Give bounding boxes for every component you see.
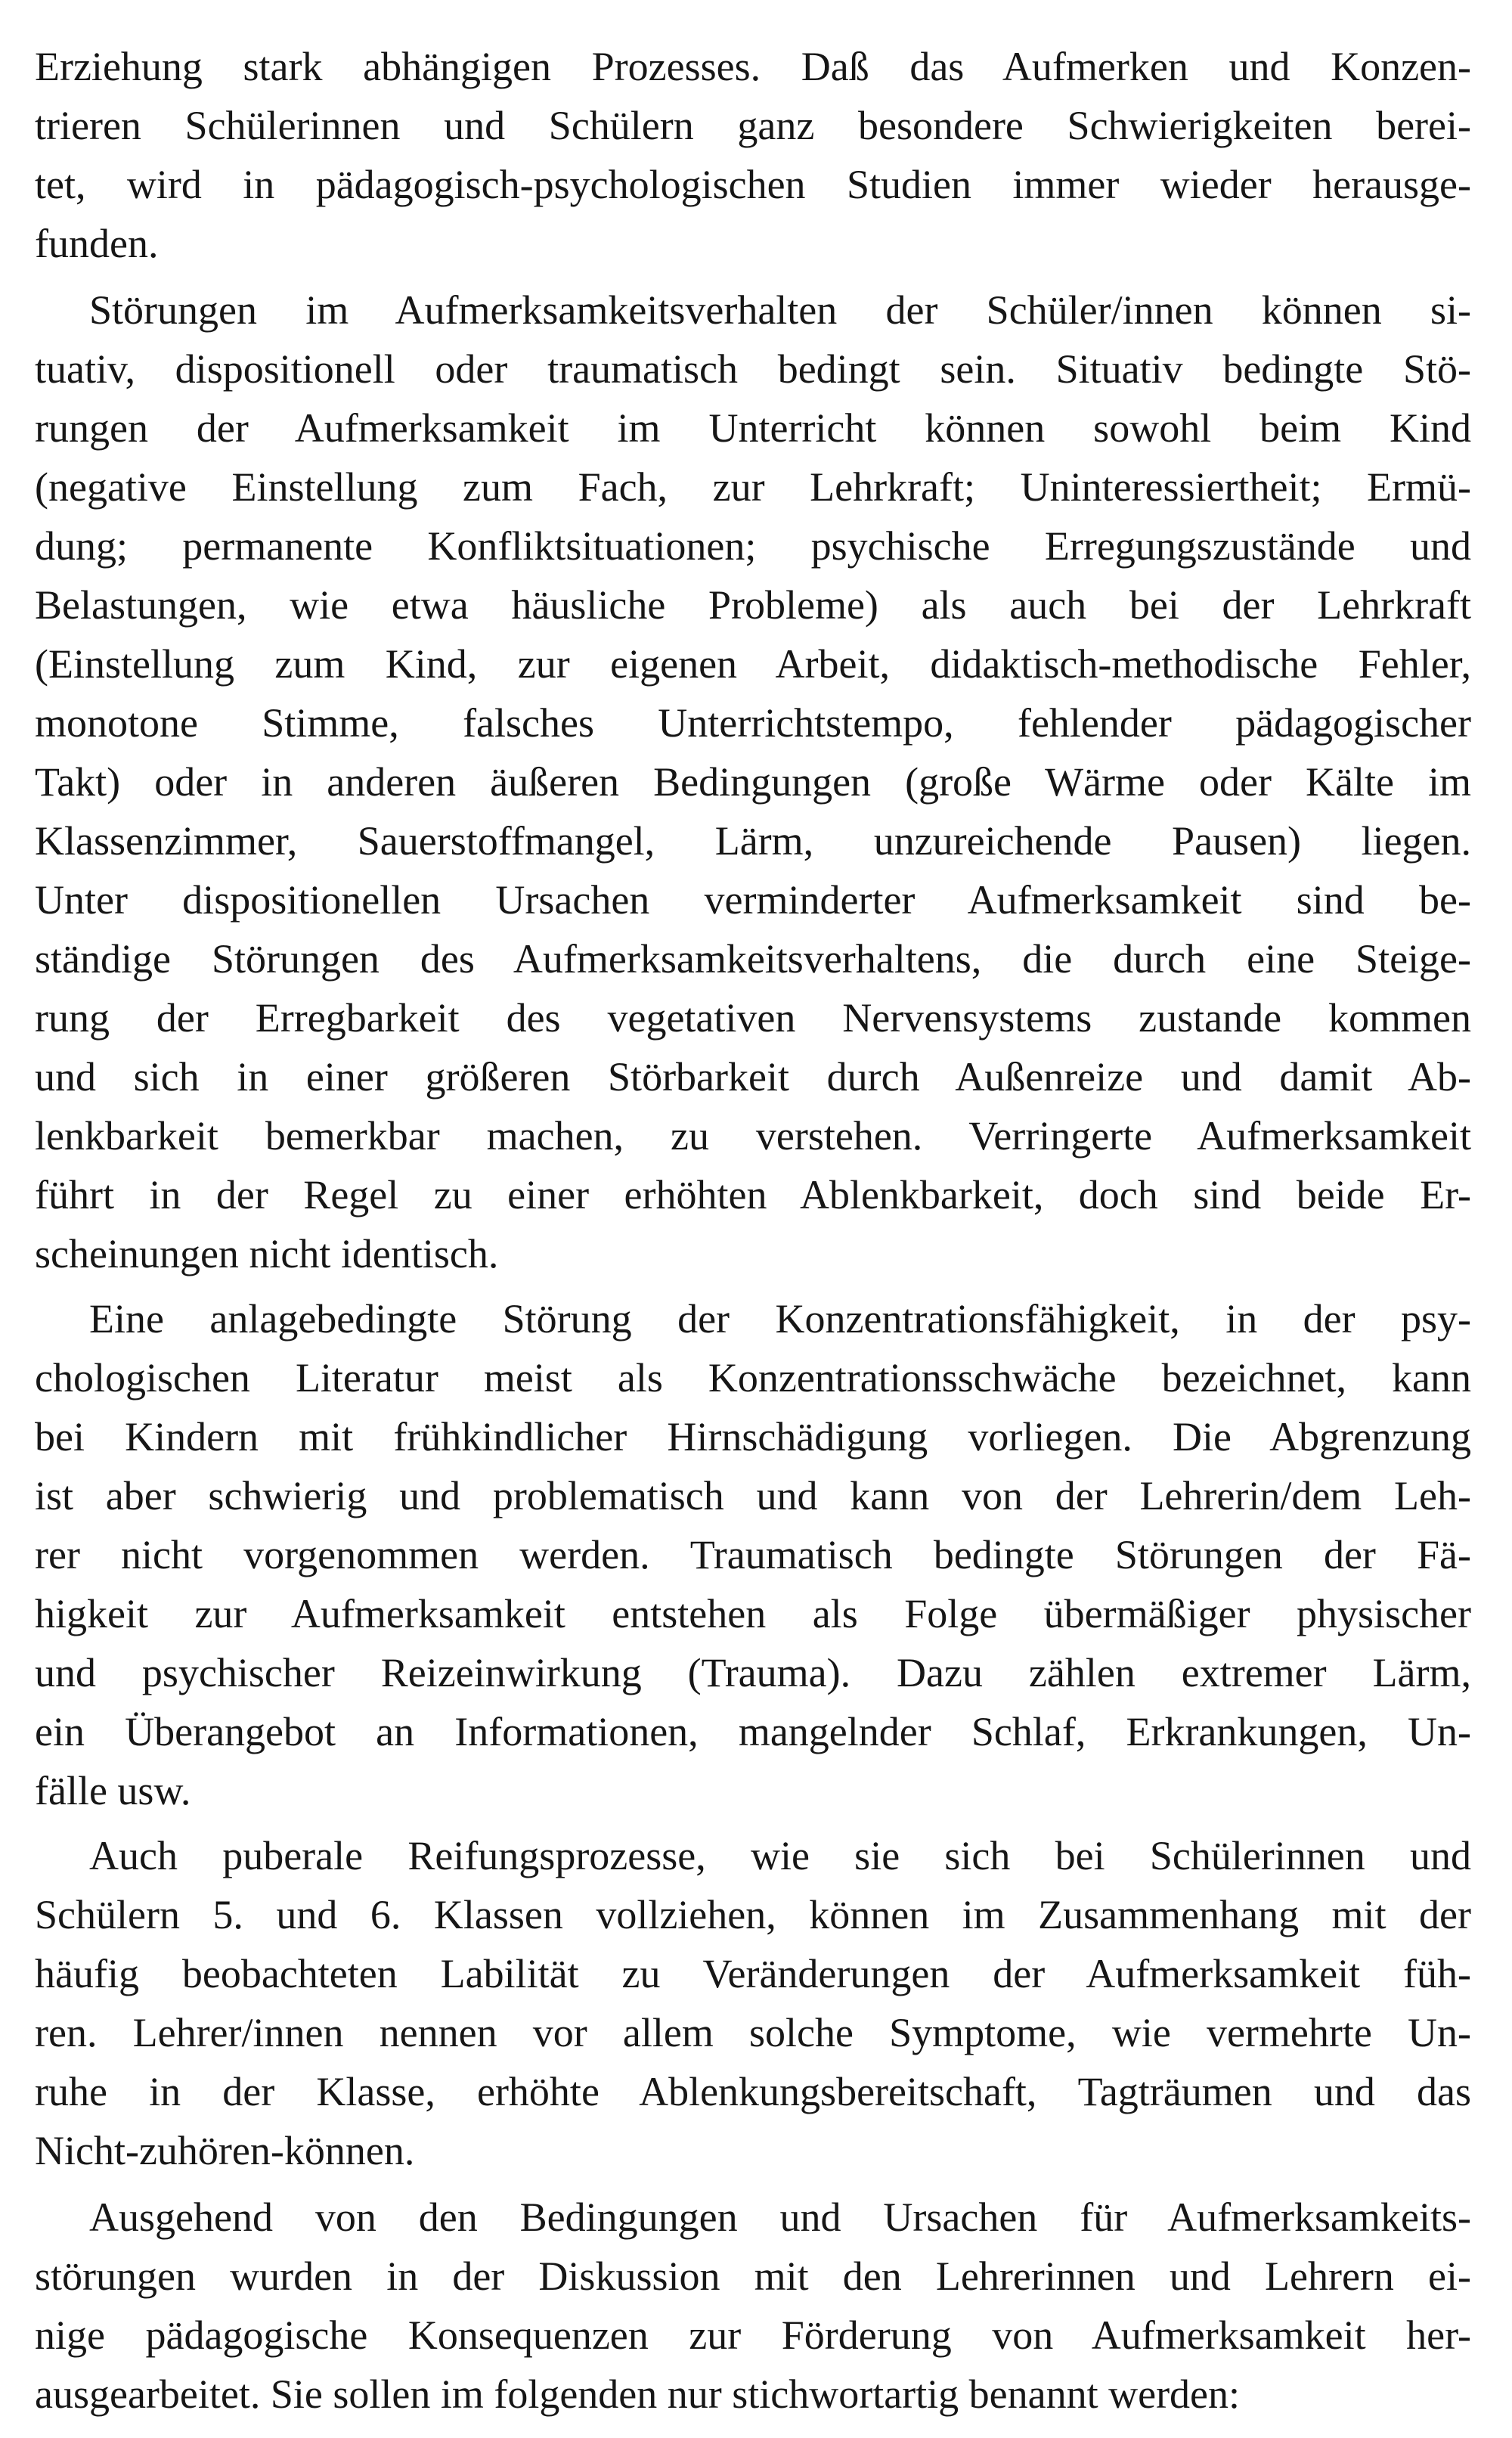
text-line: rungen der Aufmerksamkeit im Unterricht können sowohl beim Kind: [35, 405, 1471, 451]
text-line: Takt) oder in anderen äußeren Bedingungen (große Wärme oder Kälte im: [35, 759, 1471, 805]
text-line: tet, wird in pädagogisch-psychologischen Studien immer wieder herausge-: [35, 162, 1471, 207]
text-line: rer nicht vorgenommen werden. Traumatisch bedingte Störungen der Fä-: [35, 1532, 1471, 1577]
text-line: ein Überangebot an Informationen, mangelnder Schlaf, Erkrankungen, Un-: [35, 1709, 1471, 1754]
paragraph-first-line: Auch puberale Reifungsprozesse, wie sie sich bei Schülerinnen und: [89, 1833, 1471, 1878]
text-line: Nicht-zuhören-können.: [35, 2128, 415, 2173]
text-line: chologischen Literatur meist als Konzentrationsschwäche bezeichnet, kann: [35, 1355, 1471, 1400]
text-line: funden.: [35, 221, 159, 266]
text-line: trieren Schülerinnen und Schülern ganz besondere Schwierigkeiten berei-: [35, 103, 1471, 148]
text-line: Erziehung stark abhängigen Prozesses. Daß das Aufmerken und Konzen-: [35, 44, 1471, 89]
paragraph-first-line: Eine anlagebedingte Störung der Konzentrationsfähigkeit, in der psy-: [89, 1296, 1471, 1342]
text-line: lenkbarkeit bemerkbar machen, zu verstehen. Verringerte Aufmerksamkeit: [35, 1113, 1471, 1159]
text-line: higkeit zur Aufmerksamkeit entstehen als Folge übermäßiger physischer: [35, 1591, 1471, 1636]
text-line: (Einstellung zum Kind, zur eigenen Arbeit, didaktisch-methodische Fehler,: [35, 641, 1471, 687]
text-line: und psychischer Reizeinwirkung (Trauma). Dazu zählen extremer Lärm,: [35, 1650, 1471, 1695]
document-page: [35, 36, 1471, 2417]
text-line: (negative Einstellung zum Fach, zur Lehrkraft; Uninteressiertheit; Ermü-: [35, 464, 1471, 510]
text-line: dung; permanente Konfliktsituationen; psychische Erregungszustände und: [35, 523, 1471, 569]
text-line: scheinungen nicht identisch.: [35, 1231, 499, 1276]
text-line: ausgearbeitet. Sie sollen im folgenden nur stichwortartig benannt werden:: [35, 2371, 1241, 2417]
text-line: Klassenzimmer, Sauerstoffmangel, Lärm, unzureichende Pausen) liegen.: [35, 818, 1471, 864]
text-line: störungen wurden in der Diskussion mit den Lehrerinnen und Lehrern ei-: [35, 2253, 1471, 2299]
text-line: fälle usw.: [35, 1768, 191, 1813]
text-line: Unter dispositionellen Ursachen verminderter Aufmerksamkeit sind be-: [35, 877, 1471, 923]
text-line: nige pädagogische Konsequenzen zur Förderung von Aufmerksamkeit her-: [35, 2312, 1471, 2358]
text-line: ist aber schwierig und problematisch und kann von der Lehrerin/dem Leh-: [35, 1473, 1471, 1518]
text-line: und sich in einer größeren Störbarkeit durch Außenreize und damit Ab-: [35, 1054, 1471, 1100]
text-line: Schülern 5. und 6. Klassen vollziehen, können im Zusammenhang mit der: [35, 1892, 1471, 1937]
text-line: tuativ, dispositionell oder traumatisch bedingt sein. Situativ bedingte Stö-: [35, 346, 1471, 392]
text-line: monotone Stimme, falsches Unterrichtstempo, fehlender pädagogischer: [35, 700, 1471, 746]
text-line: bei Kindern mit frühkindlicher Hirnschädigung vorliegen. Die Abgrenzung: [35, 1414, 1471, 1459]
text-line: rung der Erregbarkeit des vegetativen Nervensystems zustande kommen: [35, 995, 1471, 1041]
text-line: ständige Störungen des Aufmerksamkeitsverhaltens, die durch eine Steige-: [35, 936, 1471, 982]
text-line: ren. Lehrer/innen nennen vor allem solche Symptome, wie vermehrte Un-: [35, 2010, 1471, 2055]
paragraph-first-line: Störungen im Aufmerksamkeitsverhalten der Schüler/innen können si-: [89, 287, 1471, 333]
text-line: häufig beobachteten Labilität zu Veränderungen der Aufmerksamkeit füh-: [35, 1951, 1471, 1996]
paragraph-first-line: Ausgehend von den Bedingungen und Ursachen für Aufmerksamkeits-: [89, 2195, 1471, 2240]
text-line: führt in der Regel zu einer erhöhten Ablenkbarkeit, doch sind beide Er-: [35, 1172, 1471, 1217]
text-line: Belastungen, wie etwa häusliche Probleme) als auch bei der Lehrkraft: [35, 582, 1471, 628]
text-line: ruhe in der Klasse, erhöhte Ablenkungsbereitschaft, Tagträumen und das: [35, 2069, 1471, 2114]
